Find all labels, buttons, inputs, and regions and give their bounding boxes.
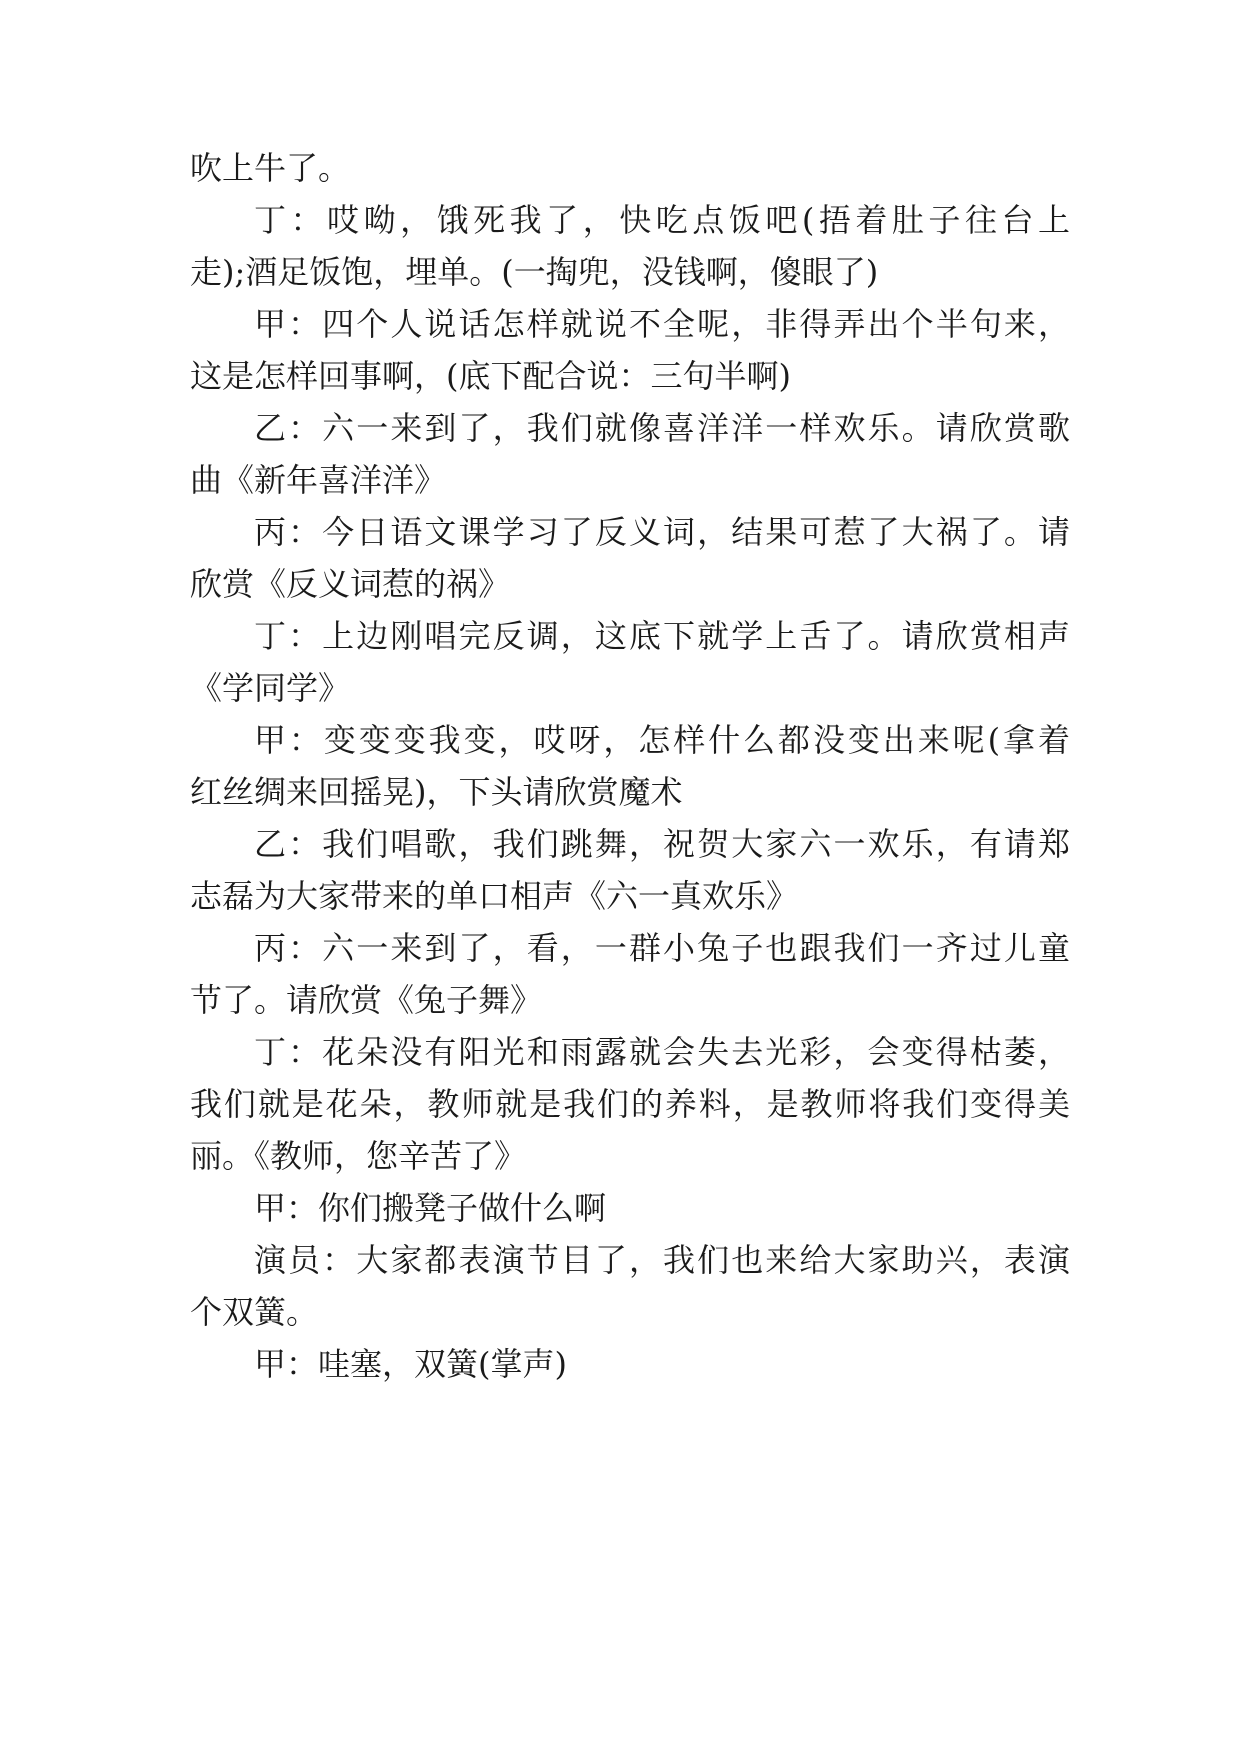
text-line: 演员：大家都表演节目了，我们也来给大家助兴，表演 (254, 1241, 1070, 1279)
text-line: 甲：四个人说话怎样就说不全呢，非得弄出个半句来， (254, 305, 1070, 343)
text-line: 节了。请欣赏《兔子舞》 (190, 981, 543, 1019)
text-line: 丙：今日语文课学习了反义词，结果可惹了大祸了。请 (254, 513, 1070, 551)
text-line: 乙：我们唱歌，我们跳舞，祝贺大家六一欢乐，有请郑 (254, 825, 1070, 863)
text-line: 志磊为大家带来的单口相声《六一真欢乐》 (190, 877, 799, 915)
text-line: 乙：六一来到了，我们就像喜洋洋一样欢乐。请欣赏歌 (254, 409, 1070, 447)
text-line: 丽。《教师，您辛苦了》 (190, 1137, 527, 1175)
text-line: 个双簧。 (190, 1293, 319, 1331)
text-line: 甲：你们搬凳子做什么啊 (254, 1189, 607, 1227)
text-line: 欣赏《反义词惹的祸》 (190, 565, 511, 603)
text-line: 丁：花朵没有阳光和雨露就会失去光彩，会变得枯萎， (254, 1033, 1070, 1071)
text-line: 走);酒足饭饱，埋单。(一掏兜，没钱啊，傻眼了) (190, 253, 879, 291)
text-line: 甲：哇塞，双簧(掌声) (254, 1345, 567, 1383)
text-line: 我们就是花朵，教师就是我们的养料，是教师将我们变得美 (190, 1085, 1070, 1123)
text-line: 红丝绸来回摇晃)，下头请欣赏魔术 (190, 773, 683, 811)
text-line: 吹上牛了。 (190, 149, 351, 187)
text-line: 丙：六一来到了，看，一群小兔子也跟我们一齐过儿童 (254, 929, 1070, 967)
text-line: 《学同学》 (190, 669, 351, 707)
text-line: 曲《新年喜洋洋》 (190, 461, 447, 499)
text-line: 丁：上边刚唱完反调，这底下就学上舌了。请欣赏相声 (254, 617, 1070, 655)
text-line: 这是怎样回事啊，(底下配合说：三句半啊) (190, 357, 791, 395)
text-line: 丁：哎呦，饿死我了，快吃点饭吧(捂着肚子往台上 (254, 201, 1070, 239)
text-line: 甲：变变变我变，哎呀，怎样什么都没变出来呢(拿着 (254, 721, 1070, 759)
